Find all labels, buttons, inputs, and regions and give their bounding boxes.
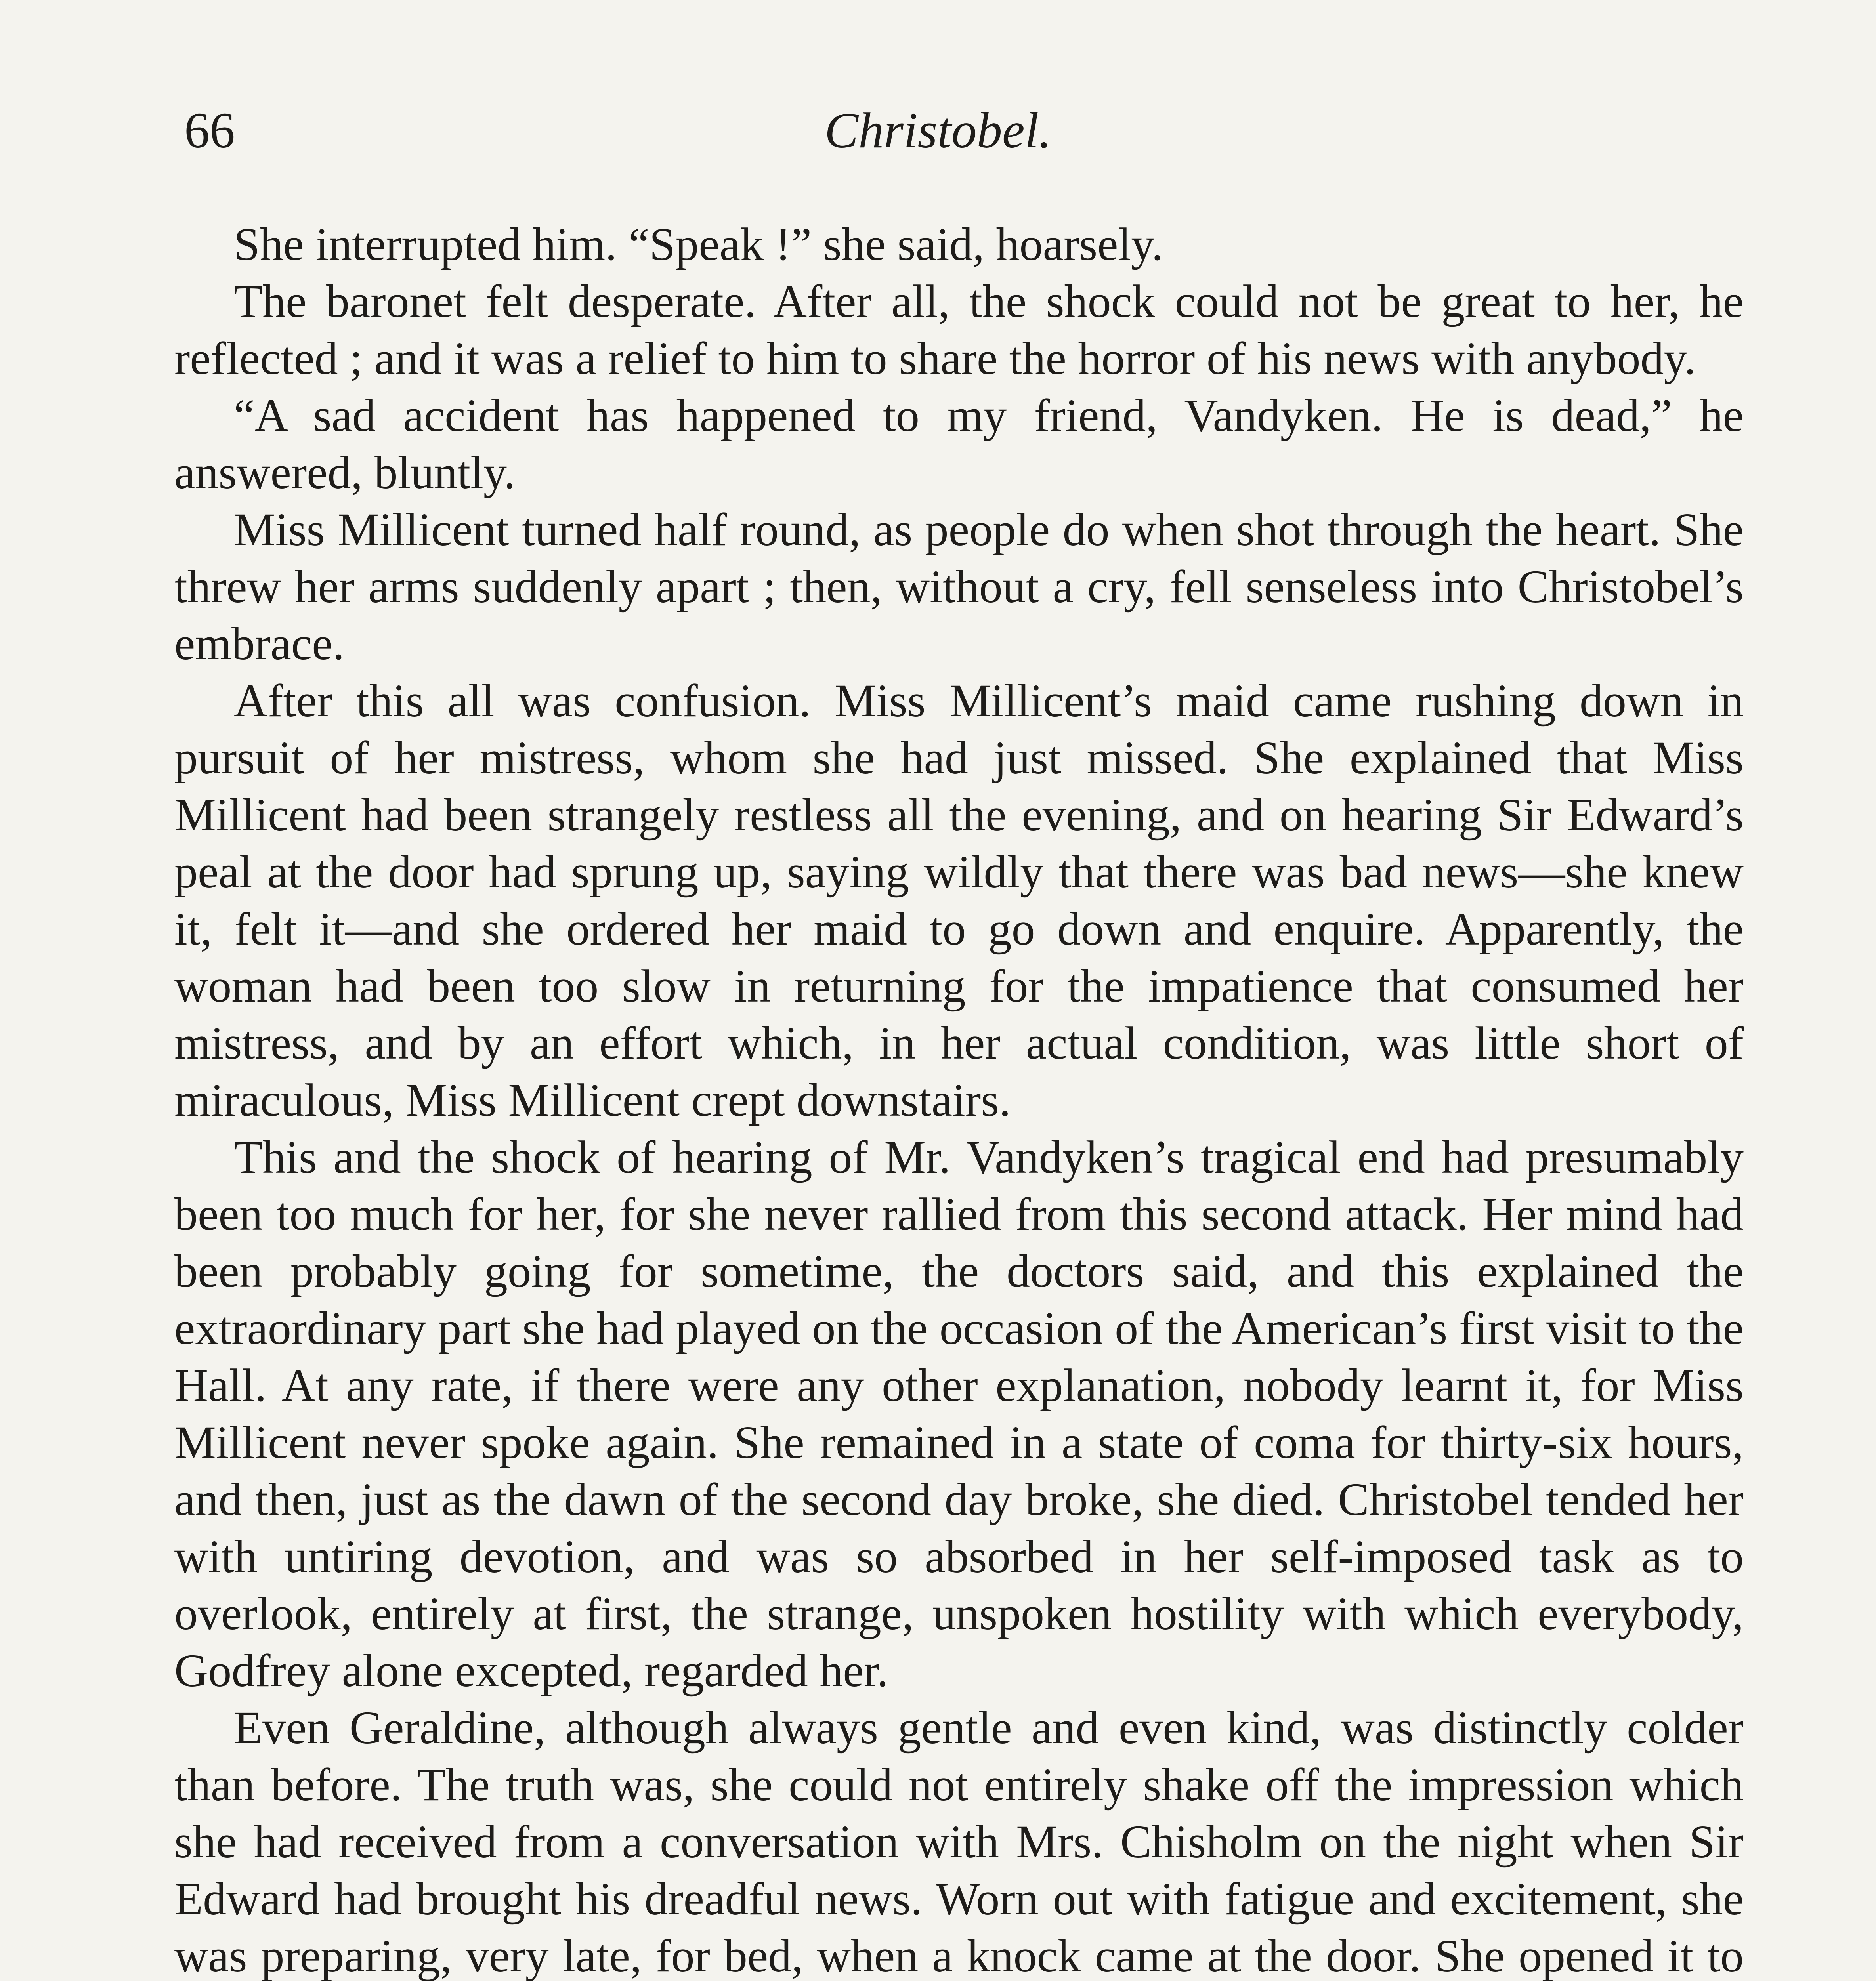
paragraph: The baronet felt desperate. After all, the shock could not be great to her, he reflected ; and it was a relief to him to share the horror of his news with anybody. [174, 275, 1744, 384]
paragraph: “A sad accident has happened to my friend, Vandyken. He is dead,” he answered, bluntly. [174, 389, 1744, 498]
page-number: 66 [184, 102, 235, 158]
running-title: Christobel. [824, 102, 1052, 158]
paragraph: This and the shock of hearing of Mr. Vandyken’s tragical end had presumably been too much for her, for she never rallied from this second attack. Her mind had been probably going for sometime, the doctors said, and this explained the extraordinary part she had played on the occasion of the American’s first visit to the Hall. At any rate, if there were any other explanation, nobody learnt it, for Miss Millicent never spoke again. She remained in a state of coma for thirty-six hours, and then, just as the dawn of the second day broke, she died. Christobel tended her with untiring devotion, and was so absorbed in her self-imposed task as to overlook, entirely at first, the strange, unspoken hostility with which everybody, Godfrey alone excepted, regarded her. [174, 1131, 1744, 1697]
paragraph: Miss Millicent turned half round, as people do when shot through the heart. She threw her arms suddenly apart ; then, without a cry, fell senseless into Christobel’s embrace. [174, 504, 1744, 670]
paragraph: Even Geraldine, although always gentle and even kind, was distinctly colder than before. The truth was, she could not entirely shake off the impression which she had received from a conversation with Mrs. Chisholm on the night when Sir Edward had brought his dreadful news. Worn out with fatigue and excitement, she was preparing, very late, for bed, when a knock came at the door. She opened it to [174, 1702, 1744, 1981]
paragraph: After this all was confusion. Miss Millicent’s maid came rushing down in pursuit of her mistress, whom she had just missed. She explained that Miss Millicent had been strangely restless all the evening, and on hearing Sir Edward’s peal at the door had sprung up, saying wildly that there was bad news—she knew it, felt it—and she ordered her maid to go down and enquire. Apparently, the woman had been too slow in returning for the impatience that consumed her mistress, and by an effort which, in her actual condition, was little short of miraculous, Miss Millicent crept downstairs. [174, 675, 1744, 1126]
paragraph: She interrupted him. “Speak !” she said, hoarsely. [234, 218, 1163, 270]
body-text [174, 216, 1744, 1981]
